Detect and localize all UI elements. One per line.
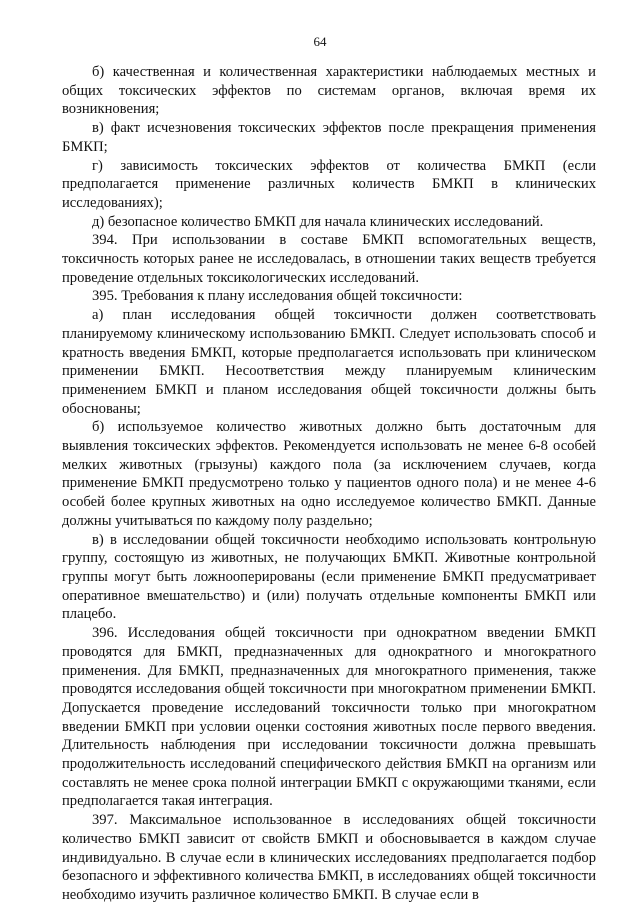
page-number: 64: [313, 34, 327, 49]
paragraph-396: 396. Исследования общей токсичности при однократном введении БМКП проводятся для БМКП, предназначенных для однократного и многократного применения. Для БМКП, предназначенных для многократного применения, также проводятся исследования общей токсичности при многократном применении БМКП. Допускается проведение исследований токсичности только при многократном введении БМКП при условии оценки состояния животных после первого введения. Длительность наблюдения при исследовании токсичности должна превышать продолжительность исследований специфического действия БМКП на организм или составлять не менее срока полной интеграции БМКП с окружающими тканями, если предполагается такая интеграция.: [62, 625, 596, 810]
paragraph-395: 395. Требования к плану исследования общей токсичности:: [92, 288, 463, 305]
paragraph-394: 394. При использовании в составе БМКП вспомогательных веществ, токсичность которых ранее не исследовалась, в отношении таких веществ требуется проведение отдельных токсикологических исследований.: [62, 232, 596, 286]
paragraph-397: 397. Максимальное использованное в исследованиях общей токсичности количество БМКП зависит от свойств БМКП и обосновывается в каждом случае индивидуально. В случае если в клинических исследованиях предполагается подбор безопасного и эффективного количества БМКП, в исследованиях общей токсичности необходимо изучить различное количество БМКП. В случае если в: [62, 812, 596, 903]
paragraph-395-a: а) план исследования общей токсичности должен соответствовать планируемому клиническому использованию БМКП. Следует использовать способ и кратность введения БМКП, которые предполагается использовать при клиническом применении БМКП. Несоответствия между планируемым клиническим применением БМКП и планом исследования общей токсичности должны быть обоснованы;: [62, 307, 596, 417]
page-body: [62, 63, 596, 905]
paragraph-v-disappearance: в) факт исчезновения токсических эффектов после прекращения применения БМКП;: [62, 120, 596, 155]
paragraph-g-dependence: г) зависимость токсических эффектов от количества БМКП (если предполагается применение различных количеств БМКП в клинических исследованиях);: [62, 157, 596, 211]
paragraph-395-v: в) в исследовании общей токсичности необходимо использовать контрольную группу, состоящую из животных, не получающих БМКП. Животные контрольной группы могут быть ложнооперированы (если применение БМКП предусматривает оперативное вмешательство) и (или) получать отдельные компоненты БМКП или плацебо.: [62, 531, 596, 623]
paragraph-d-safe-amount: д) безопасное количество БМКП для начала клинических исследований.: [92, 213, 544, 230]
paragraph-b-characteristics: б) качественная и количественная характеристики наблюдаемых местных и общих токсических эффектов по системам органов, включая время их возникновения;: [62, 64, 596, 118]
paragraph-395-b: б) используемое количество животных должно быть достаточным для выявления токсических эффектов. Рекомендуется использовать не менее 6-8 особей мелких животных (грызуны) каждого пола (за исключением случаев, когда применение БМКП предусмотрено только у пациентов одного пола) и не менее 4-6 особей более крупных животных на одно исследуемое количество БМКП. Данные должны учитываться по каждому полу раздельно;: [62, 419, 596, 529]
